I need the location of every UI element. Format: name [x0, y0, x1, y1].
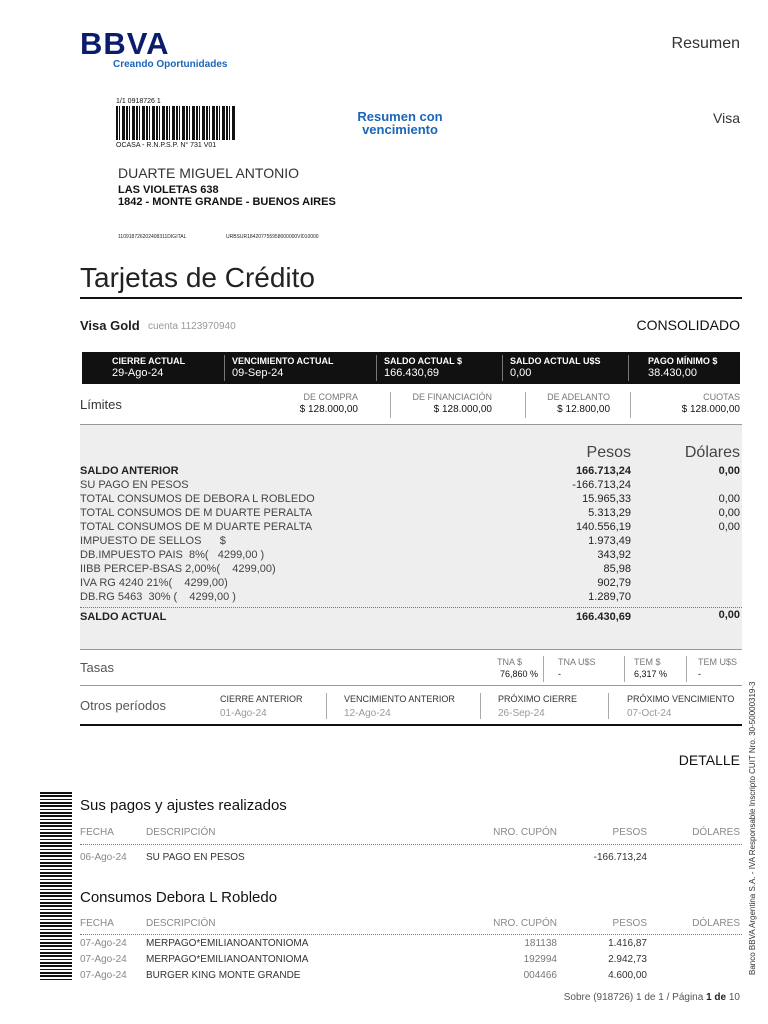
balance-row-label: DB.IMPUESTO PAIS 8%( 4299,00 ) — [80, 549, 265, 561]
balance-row-label: TOTAL CONSUMOS DE M DUARTE PERALTA — [80, 507, 313, 519]
divider — [80, 649, 742, 650]
divider — [624, 656, 625, 682]
summary-value: 09-Sep-24 — [232, 367, 284, 379]
card-type: Visa — [713, 110, 740, 126]
summary-label: CIERRE ACTUAL — [112, 356, 186, 366]
divider — [543, 656, 544, 682]
rate-value: 6,317 % — [634, 669, 668, 679]
balance-row-label: DB.RG 5463 30% ( 4299,00 ) — [80, 591, 236, 603]
consumo-desc: BURGER KING MONTE GRANDE — [146, 970, 301, 981]
periods-title: Otros períodos — [80, 698, 166, 713]
summary-label: VENCIMIENTO ACTUAL — [232, 356, 334, 366]
limit-label: DE ADELANTO — [547, 392, 610, 402]
routing-code-1: 110918726202408311DIGITAL — [118, 234, 187, 240]
routing-code-2: URBSUR184207755958000000VI010000 — [226, 234, 319, 240]
balance-row-label: SU PAGO EN PESOS — [80, 479, 189, 491]
summary-value: 0,00 — [510, 367, 532, 379]
col-cupon: NRO. CUPÓN — [493, 918, 557, 929]
rate-label: TNA $ — [496, 657, 522, 667]
detail-heading: DETALLE — [678, 752, 740, 768]
recipient-name: DUARTE MIGUEL ANTONIO — [118, 165, 299, 181]
courier-code: OCASA - R.N.P.S.P. N° 731 V01 — [116, 142, 217, 149]
summary-label: SALDO ACTUAL $ — [384, 356, 463, 366]
balance-row-pesos: 15.965,33 — [582, 493, 631, 505]
col-dolares: DÓLARES — [692, 827, 740, 838]
divider — [390, 392, 391, 418]
total-dolares: 0,00 — [718, 609, 740, 621]
recipient-address-1: LAS VIOLETAS 638 — [118, 184, 219, 196]
payment-desc: SU PAGO EN PESOS — [146, 852, 245, 863]
divider — [80, 724, 742, 726]
period-label: VENCIMIENTO ANTERIOR — [344, 694, 455, 704]
summary-label: SALDO ACTUAL U$S — [510, 356, 601, 366]
balance-row-dolares: 0,00 — [718, 507, 740, 519]
divider — [686, 656, 687, 682]
period-value: 26-Sep-24 — [498, 708, 545, 719]
divider — [630, 392, 631, 418]
view-label: CONSOLIDADO — [636, 317, 740, 333]
period-label: PRÓXIMO VENCIMIENTO — [627, 694, 735, 704]
due-notice: Resumen con vencimiento — [357, 109, 443, 137]
divider — [628, 355, 629, 381]
summary-value: 166.430,69 — [384, 367, 440, 379]
balance-row-label: IVA RG 4240 21%( 4299,00) — [80, 577, 228, 589]
consumo-coupon: 192994 — [523, 954, 557, 965]
balance-row-label: IIBB PERCEP-BSAS 2,00%( 4299,00) — [80, 563, 276, 575]
limit-label: DE COMPRA — [303, 392, 358, 402]
recipient-address-2: 1842 - MONTE GRANDE - BUENOS AIRES — [118, 196, 336, 208]
page-total: 10 — [728, 992, 740, 1003]
side-barcode — [40, 792, 72, 982]
col-pesos: PESOS — [612, 918, 647, 929]
limit-value: $ 12.800,00 — [557, 404, 610, 415]
consumo-coupon: 181138 — [524, 938, 557, 949]
col-dolares: Dólares — [684, 444, 740, 461]
col-dolares: DÓLARES — [692, 918, 740, 929]
payment-pesos: -166.713,24 — [593, 852, 647, 863]
rate-label: TEM U$S — [698, 657, 738, 667]
rates-title: Tasas — [80, 660, 114, 675]
balance-row-label: TOTAL CONSUMOS DE DEBORA L ROBLEDO — [80, 493, 315, 505]
col-pesos: Pesos — [586, 444, 631, 461]
consumo-date: 07-Ago-24 — [80, 970, 127, 981]
divider — [224, 355, 225, 381]
period-value: 12-Ago-24 — [344, 708, 391, 719]
period-value: 07-Oct-24 — [627, 708, 672, 719]
balance-row-pesos: -166.713,24 — [572, 479, 631, 491]
balance-row-label: IMPUESTO DE SELLOS $ — [80, 535, 226, 547]
page-title: Tarjetas de Crédito — [80, 262, 316, 293]
rate-value: 76,860 % — [499, 669, 538, 679]
divider — [376, 355, 377, 381]
rate-value: - — [558, 669, 561, 679]
col-pesos: PESOS — [612, 827, 647, 838]
balance-row-pesos: 1.289,70 — [588, 591, 631, 603]
tagline: Creando Oportunidades — [113, 59, 228, 70]
summary-value: 38.430,00 — [648, 367, 697, 379]
limit-label: CUOTAS — [703, 392, 740, 402]
rate-label: TNA U$S — [558, 657, 596, 667]
page-num: 1 de — [706, 992, 727, 1003]
rate-value: - — [698, 669, 701, 679]
period-value: 01-Ago-24 — [220, 708, 267, 719]
limit-value: $ 128.000,00 — [433, 404, 492, 415]
consumo-pesos: 1.416,87 — [608, 938, 647, 949]
account-number: cuenta 1123970940 — [148, 321, 236, 332]
balance-row-label: SALDO ANTERIOR — [80, 465, 179, 477]
total-label: SALDO ACTUAL — [80, 611, 167, 623]
limit-value: $ 128.000,00 — [681, 404, 740, 415]
doc-label: Resumen — [671, 35, 740, 52]
payments-title: Sus pagos y ajustes realizados — [80, 797, 287, 814]
consumo-date: 07-Ago-24 — [80, 938, 127, 949]
consumo-desc: MERPAGO*EMILIANOANTONIOMA — [146, 954, 309, 965]
total-pesos: 166.430,69 — [575, 611, 631, 623]
title-rule — [80, 297, 742, 299]
card-product: Visa Gold — [80, 318, 140, 333]
balance-row-dolares: 0,00 — [718, 493, 740, 505]
divider — [326, 693, 327, 719]
period-label: PRÓXIMO CIERRE — [498, 694, 578, 704]
balance-row-pesos: 1.973,49 — [588, 535, 631, 547]
page-footer — [564, 992, 740, 1003]
page-info: Sobre (918726) 1 de 1 / Página — [563, 992, 704, 1003]
balance-row-pesos: 343,92 — [597, 549, 631, 561]
total-divider — [80, 607, 742, 608]
divider — [80, 844, 742, 845]
consumo-pesos: 2.942,73 — [608, 954, 647, 965]
balance-row-pesos: 902,79 — [597, 577, 631, 589]
col-descripcion: DESCRIPCIÓN — [146, 827, 216, 838]
divider — [80, 934, 742, 935]
balance-row-dolares: 0,00 — [718, 521, 740, 533]
balance-row-dolares: 0,00 — [718, 465, 740, 477]
consumo-pesos: 4.600,00 — [608, 970, 647, 981]
col-fecha: FECHA — [80, 918, 114, 929]
divider — [80, 685, 742, 686]
barcode-number: 1/1 0918726 1 — [116, 98, 161, 105]
summary-bar — [82, 352, 740, 384]
balance-row-label: TOTAL CONSUMOS DE M DUARTE PERALTA — [80, 521, 313, 533]
divider — [502, 355, 503, 381]
legal-side-text: Banco BBVA Argentina S.A. - IVA Responsable Inscripto CUIT Nro. 30-50000319-3 — [748, 681, 757, 975]
limits-title: Límites — [80, 397, 122, 412]
consumo-coupon: 004466 — [523, 970, 557, 981]
consumo-date: 07-Ago-24 — [80, 954, 127, 965]
summary-label: PAGO MÍNIMO $ — [648, 356, 718, 366]
col-descripcion: DESCRIPCIÓN — [146, 918, 216, 929]
col-fecha: FECHA — [80, 827, 114, 838]
limit-label: DE FINANCIACIÓN — [412, 392, 492, 402]
balance-row-pesos: 166.713,24 — [575, 465, 631, 477]
balance-row-pesos: 5.313,29 — [588, 507, 631, 519]
col-cupon: NRO. CUPÓN — [493, 827, 557, 838]
balance-row-pesos: 140.556,19 — [575, 521, 631, 533]
summary-value: 29-Ago-24 — [112, 367, 164, 379]
consumo-desc: MERPAGO*EMILIANOANTONIOMA — [146, 938, 309, 949]
divider — [608, 693, 609, 719]
mail-barcode — [116, 106, 236, 140]
payment-date: 06-Ago-24 — [80, 852, 127, 863]
consumos-title: Consumos Debora L Robledo — [80, 889, 278, 906]
divider — [480, 693, 481, 719]
rate-label: TEM $ — [634, 657, 661, 667]
balance-row-pesos: 85,98 — [603, 563, 631, 575]
bbva-logo: BBVA — [80, 26, 170, 61]
period-label: CIERRE ANTERIOR — [220, 694, 303, 704]
divider — [525, 392, 526, 418]
limit-value: $ 128.000,00 — [299, 404, 358, 415]
